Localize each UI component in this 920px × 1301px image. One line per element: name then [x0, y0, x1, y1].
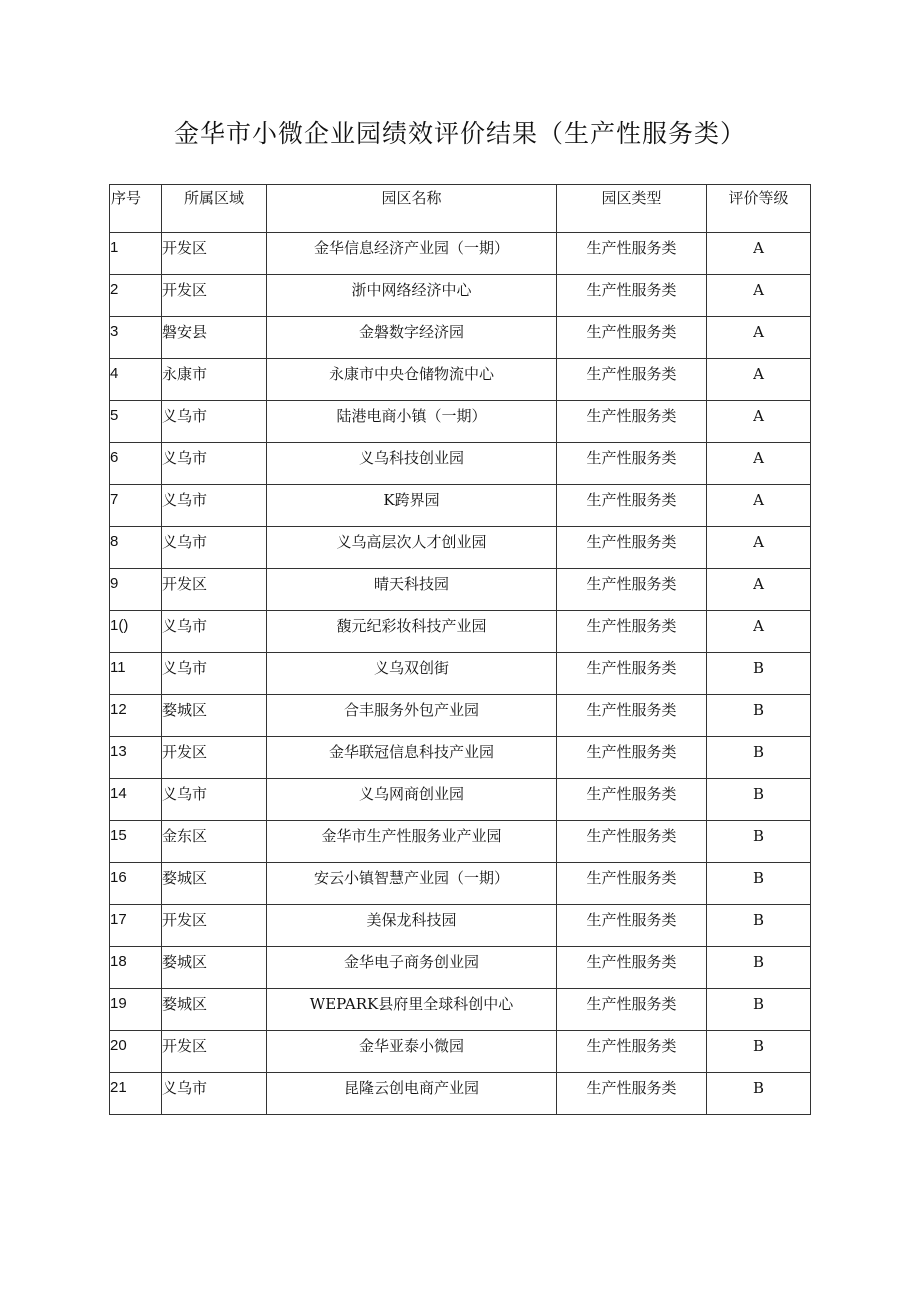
cell-park-type: 生产性服务类 [557, 905, 707, 947]
cell-region: 义乌市 [162, 401, 267, 443]
header-grade: 评价等级 [707, 185, 811, 233]
cell-park-name: 义乌双创街 [267, 653, 557, 695]
cell-seq: 7 [110, 485, 162, 527]
table-row [110, 947, 811, 989]
cell-park-type: 生产性服务类 [557, 527, 707, 569]
cell-region: 开发区 [162, 275, 267, 317]
results-table [109, 184, 811, 1115]
cell-region: 义乌市 [162, 611, 267, 653]
cell-park-name: 义乌科技创业园 [267, 443, 557, 485]
cell-grade: A [707, 443, 811, 485]
cell-region: 开发区 [162, 737, 267, 779]
cell-park-type: 生产性服务类 [557, 611, 707, 653]
cell-seq: 19 [110, 989, 162, 1031]
cell-grade: A [707, 233, 811, 275]
cell-park-type: 生产性服务类 [557, 485, 707, 527]
cell-park-type: 生产性服务类 [557, 443, 707, 485]
cell-park-type: 生产性服务类 [557, 947, 707, 989]
table-row [110, 485, 811, 527]
cell-region: 义乌市 [162, 527, 267, 569]
cell-seq: 15 [110, 821, 162, 863]
cell-park-type: 生产性服务类 [557, 275, 707, 317]
cell-seq: 6 [110, 443, 162, 485]
cell-region: 开发区 [162, 569, 267, 611]
table-row [110, 695, 811, 737]
header-region: 所属区域 [162, 185, 267, 233]
cell-park-type: 生产性服务类 [557, 737, 707, 779]
table-row [110, 1073, 811, 1115]
cell-region: 金东区 [162, 821, 267, 863]
cell-region: 开发区 [162, 905, 267, 947]
cell-region: 义乌市 [162, 443, 267, 485]
table-row [110, 401, 811, 443]
cell-grade: A [707, 485, 811, 527]
cell-region: 磐安县 [162, 317, 267, 359]
table-row [110, 233, 811, 275]
cell-seq: 20 [110, 1031, 162, 1073]
cell-park-type: 生产性服务类 [557, 779, 707, 821]
cell-park-type: 生产性服务类 [557, 863, 707, 905]
cell-grade: B [707, 653, 811, 695]
cell-region: 婺城区 [162, 695, 267, 737]
cell-park-name: 金华市生产性服务业产业园 [267, 821, 557, 863]
cell-park-type: 生产性服务类 [557, 821, 707, 863]
cell-seq: 3 [110, 317, 162, 359]
cell-park-name: 晴天科技园 [267, 569, 557, 611]
cell-seq: 11 [110, 653, 162, 695]
cell-grade: B [707, 947, 811, 989]
table-body [110, 233, 811, 1115]
table-row [110, 359, 811, 401]
cell-region: 婺城区 [162, 947, 267, 989]
table-row [110, 863, 811, 905]
cell-grade: B [707, 989, 811, 1031]
cell-seq: 12 [110, 695, 162, 737]
cell-grade: B [707, 1073, 811, 1115]
table-row [110, 275, 811, 317]
cell-seq: 18 [110, 947, 162, 989]
cell-region: 义乌市 [162, 1073, 267, 1115]
cell-region: 永康市 [162, 359, 267, 401]
table-row [110, 527, 811, 569]
page-title: 金华市小微企业园绩效评价结果（生产性服务类） [173, 119, 746, 148]
header-park-name: 园区名称 [267, 185, 557, 233]
table-row [110, 569, 811, 611]
cell-seq: 8 [110, 527, 162, 569]
cell-grade: A [707, 569, 811, 611]
cell-seq: 1() [110, 611, 162, 653]
cell-seq: 9 [110, 569, 162, 611]
cell-region: 义乌市 [162, 485, 267, 527]
cell-park-type: 生产性服务类 [557, 653, 707, 695]
cell-region: 开发区 [162, 233, 267, 275]
cell-grade: A [707, 527, 811, 569]
cell-grade: B [707, 1031, 811, 1073]
cell-park-type: 生产性服务类 [557, 317, 707, 359]
cell-seq: 1 [110, 233, 162, 275]
cell-park-name: 安云小镇智慧产业园（一期） [267, 863, 557, 905]
cell-park-name: 美保龙科技园 [267, 905, 557, 947]
table-row [110, 1031, 811, 1073]
cell-park-name: 昆隆云创电商产业园 [267, 1073, 557, 1115]
header-park-type: 园区类型 [557, 185, 707, 233]
cell-park-type: 生产性服务类 [557, 233, 707, 275]
cell-park-name: 金华亚泰小微园 [267, 1031, 557, 1073]
cell-park-type: 生产性服务类 [557, 359, 707, 401]
cell-park-name: 永康市中央仓储物流中心 [267, 359, 557, 401]
cell-grade: B [707, 821, 811, 863]
cell-grade: B [707, 863, 811, 905]
cell-park-type: 生产性服务类 [557, 695, 707, 737]
cell-seq: 21 [110, 1073, 162, 1115]
cell-grade: A [707, 611, 811, 653]
cell-park-name: 金华信息经济产业园（一期） [267, 233, 557, 275]
cell-seq: 5 [110, 401, 162, 443]
cell-region: 开发区 [162, 1031, 267, 1073]
cell-park-name: 金磐数字经济园 [267, 317, 557, 359]
cell-seq: 16 [110, 863, 162, 905]
table-row [110, 779, 811, 821]
cell-seq: 13 [110, 737, 162, 779]
cell-park-name: 合丰服务外包产业园 [267, 695, 557, 737]
cell-grade: B [707, 779, 811, 821]
cell-park-name: 陆港电商小镇（一期） [267, 401, 557, 443]
cell-grade: A [707, 317, 811, 359]
cell-grade: B [707, 905, 811, 947]
cell-region: 义乌市 [162, 779, 267, 821]
cell-park-type: 生产性服务类 [557, 401, 707, 443]
cell-grade: A [707, 275, 811, 317]
cell-grade: A [707, 401, 811, 443]
cell-park-type: 生产性服务类 [557, 1031, 707, 1073]
cell-park-type: 生产性服务类 [557, 569, 707, 611]
cell-park-name: 义乌网商创业园 [267, 779, 557, 821]
table-header-row [110, 185, 811, 233]
table-row [110, 905, 811, 947]
table-row [110, 989, 811, 1031]
table-row [110, 821, 811, 863]
cell-park-name: 金华电子商务创业园 [267, 947, 557, 989]
cell-park-type: 生产性服务类 [557, 989, 707, 1031]
cell-grade: B [707, 695, 811, 737]
cell-park-name: WEPARK县府里全球科创中心 [267, 989, 557, 1031]
cell-seq: 14 [110, 779, 162, 821]
cell-seq: 17 [110, 905, 162, 947]
cell-region: 义乌市 [162, 653, 267, 695]
cell-park-name: K跨界园 [267, 485, 557, 527]
cell-park-name: 馥元纪彩妆科技产业园 [267, 611, 557, 653]
cell-region: 婺城区 [162, 989, 267, 1031]
cell-region: 婺城区 [162, 863, 267, 905]
cell-park-name: 义乌高层次人才创业园 [267, 527, 557, 569]
table-row [110, 611, 811, 653]
table-row [110, 737, 811, 779]
cell-park-name: 浙中网络经济中心 [267, 275, 557, 317]
table-row [110, 653, 811, 695]
table-row [110, 317, 811, 359]
cell-grade: B [707, 737, 811, 779]
cell-park-name: 金华联冠信息科技产业园 [267, 737, 557, 779]
cell-park-type: 生产性服务类 [557, 1073, 707, 1115]
cell-seq: 2 [110, 275, 162, 317]
cell-grade: A [707, 359, 811, 401]
header-seq: 序号 [110, 185, 162, 233]
table-row [110, 443, 811, 485]
cell-seq: 4 [110, 359, 162, 401]
